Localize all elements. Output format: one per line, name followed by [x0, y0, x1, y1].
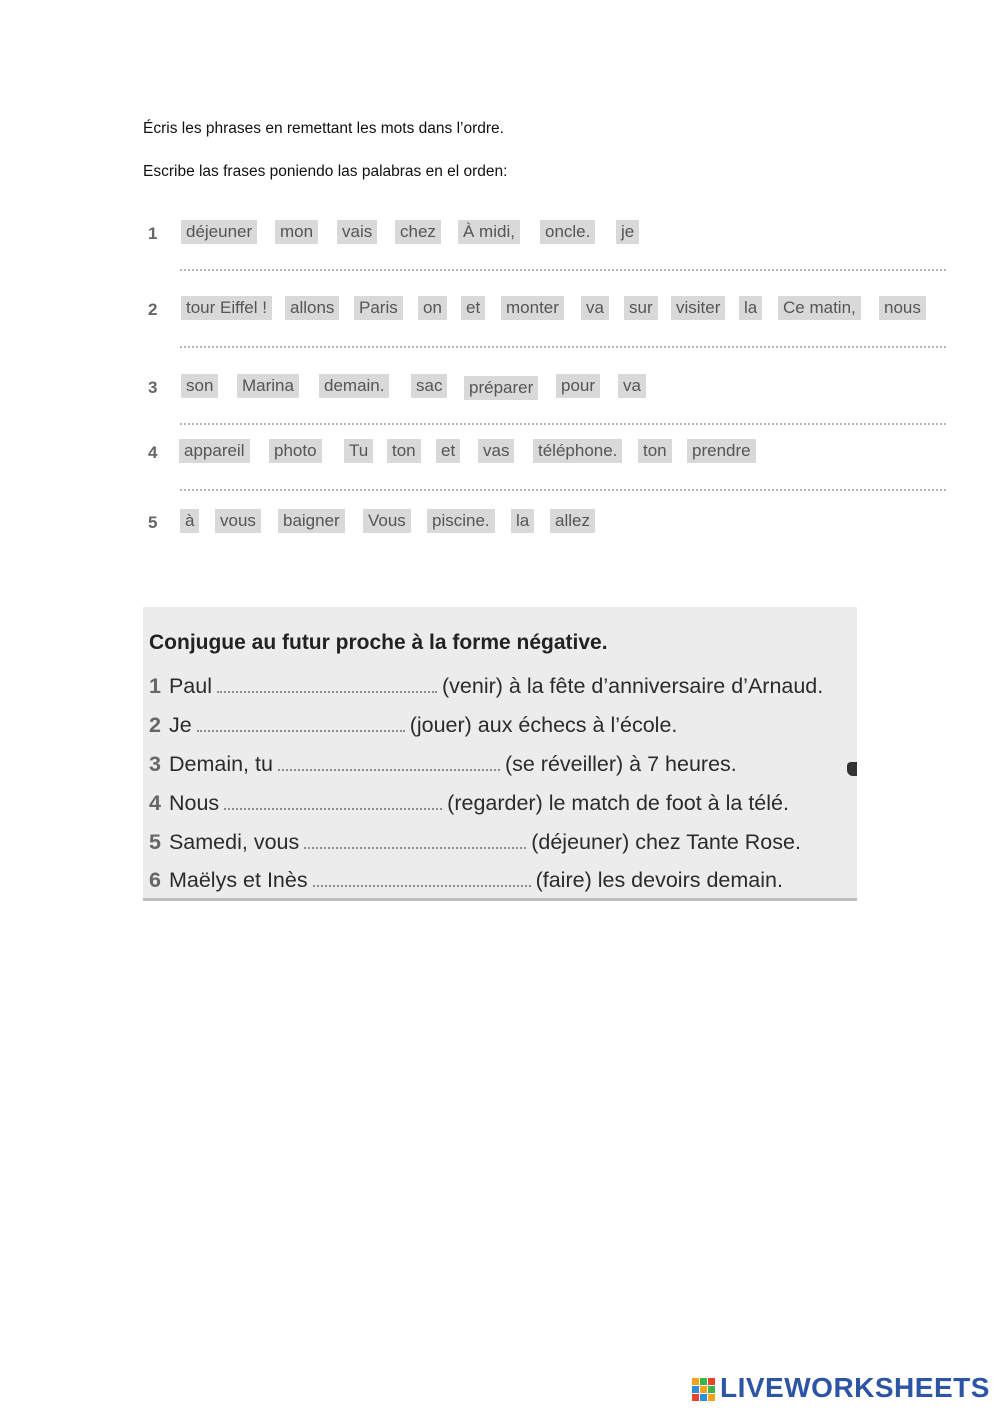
item-number: 5: [149, 830, 161, 854]
conjugation-item-5: [149, 827, 801, 857]
item-number: 1: [149, 674, 161, 698]
scan-edge-mark: [847, 762, 857, 776]
item-verb-rest: (faire) les devoirs demain.: [535, 868, 783, 892]
item-subject: Demain, tu: [168, 752, 273, 776]
conjugation-item-3: [149, 749, 737, 779]
word-chip[interactable]: son: [181, 374, 218, 398]
answer-line-3[interactable]: [180, 423, 946, 425]
word-chip[interactable]: sac: [411, 374, 447, 398]
word-chip[interactable]: pour: [556, 374, 600, 398]
word-chip[interactable]: va: [618, 374, 646, 398]
word-chip[interactable]: téléphone.: [533, 439, 622, 463]
item-subject: Nous: [168, 791, 220, 815]
word-chip[interactable]: sur: [624, 296, 658, 320]
word-chip[interactable]: chez: [395, 220, 441, 244]
row-number: 5: [148, 513, 158, 532]
word-chip[interactable]: oncle.: [540, 220, 595, 244]
word-chip[interactable]: allez: [550, 509, 595, 533]
item-verb-rest: (venir) à la fête d’anniversaire d’Arnaud.: [442, 674, 824, 698]
word-chip[interactable]: vous: [215, 509, 261, 533]
answer-blank[interactable]: [224, 790, 442, 810]
conjugation-item-4: [149, 788, 789, 818]
item-verb-rest: (regarder) le match de foot à la télé.: [447, 791, 789, 815]
instruction-french: Écris les phrases en remettant les mots dans l’ordre.: [143, 120, 504, 137]
conjugation-exercise-box: [143, 607, 857, 901]
word-chip[interactable]: nous: [879, 296, 926, 320]
item-number: 2: [149, 713, 161, 737]
word-chip[interactable]: monter: [501, 296, 564, 320]
conjugation-item-1: [149, 671, 823, 701]
answer-line-2[interactable]: [180, 346, 946, 348]
word-chip[interactable]: la: [511, 509, 534, 533]
word-chip[interactable]: Ce matin,: [778, 296, 861, 320]
word-chip[interactable]: ton: [638, 439, 672, 463]
conjugation-item-6: [149, 865, 783, 895]
logo-text: LIVEWORKSHEETS: [720, 1372, 990, 1403]
word-chip[interactable]: Vous: [363, 509, 411, 533]
word-chip[interactable]: je: [616, 220, 639, 244]
item-verb-rest: (déjeuner) chez Tante Rose.: [531, 830, 801, 854]
answer-line-1[interactable]: [180, 269, 946, 271]
word-chip[interactable]: vais: [337, 220, 377, 244]
word-chip[interactable]: et: [436, 439, 460, 463]
answer-blank[interactable]: [278, 751, 500, 771]
answer-blank[interactable]: [197, 712, 405, 732]
word-chip[interactable]: déjeuner: [181, 220, 257, 244]
word-chip[interactable]: Marina: [237, 374, 299, 398]
word-chip[interactable]: la: [739, 296, 762, 320]
answer-blank[interactable]: [217, 673, 437, 693]
word-chip[interactable]: piscine.: [427, 509, 495, 533]
item-verb-rest: (jouer) aux échecs à l’école.: [409, 713, 678, 737]
item-subject: Paul: [168, 674, 213, 698]
word-chip[interactable]: mon: [275, 220, 318, 244]
word-chip[interactable]: prendre: [687, 439, 756, 463]
word-chip[interactable]: préparer: [464, 376, 538, 400]
item-subject: Samedi, vous: [168, 830, 300, 854]
answer-line-4[interactable]: [180, 489, 946, 491]
answer-blank[interactable]: [304, 829, 526, 849]
word-chip[interactable]: baigner: [278, 509, 345, 533]
word-chip[interactable]: appareil: [179, 439, 250, 463]
item-number: 6: [149, 868, 161, 892]
answer-blank[interactable]: [313, 867, 531, 887]
row-number: 2: [148, 300, 158, 319]
instruction-spanish: Escribe las frases poniendo las palabras en el orden:: [143, 163, 508, 180]
word-chip[interactable]: À midi,: [458, 220, 520, 244]
conjugation-title: Conjugue au futur proche à la forme négative.: [149, 631, 608, 654]
item-verb-rest: (se réveiller) à 7 heures.: [504, 752, 737, 776]
row-number: 3: [148, 378, 158, 397]
word-chip[interactable]: visiter: [671, 296, 725, 320]
word-chip[interactable]: demain.: [319, 374, 389, 398]
item-subject: Maëlys et Inès: [168, 868, 308, 892]
word-chip[interactable]: on: [418, 296, 447, 320]
word-chip[interactable]: vas: [478, 439, 514, 463]
word-chip[interactable]: Paris: [354, 296, 403, 320]
word-chip[interactable]: photo: [269, 439, 322, 463]
row-number: 4: [148, 443, 158, 462]
row-number: 1: [148, 224, 158, 243]
word-chip[interactable]: ton: [387, 439, 421, 463]
word-chip[interactable]: Tu: [344, 439, 373, 463]
item-number: 3: [149, 752, 161, 776]
conjugation-item-2: [149, 710, 677, 740]
item-number: 4: [149, 791, 161, 815]
word-chip[interactable]: va: [581, 296, 609, 320]
item-subject: Je: [168, 713, 192, 737]
word-chip[interactable]: à: [180, 509, 199, 533]
word-chip[interactable]: tour Eiffel !: [181, 296, 272, 320]
word-chip[interactable]: et: [461, 296, 485, 320]
word-chip[interactable]: allons: [285, 296, 339, 320]
